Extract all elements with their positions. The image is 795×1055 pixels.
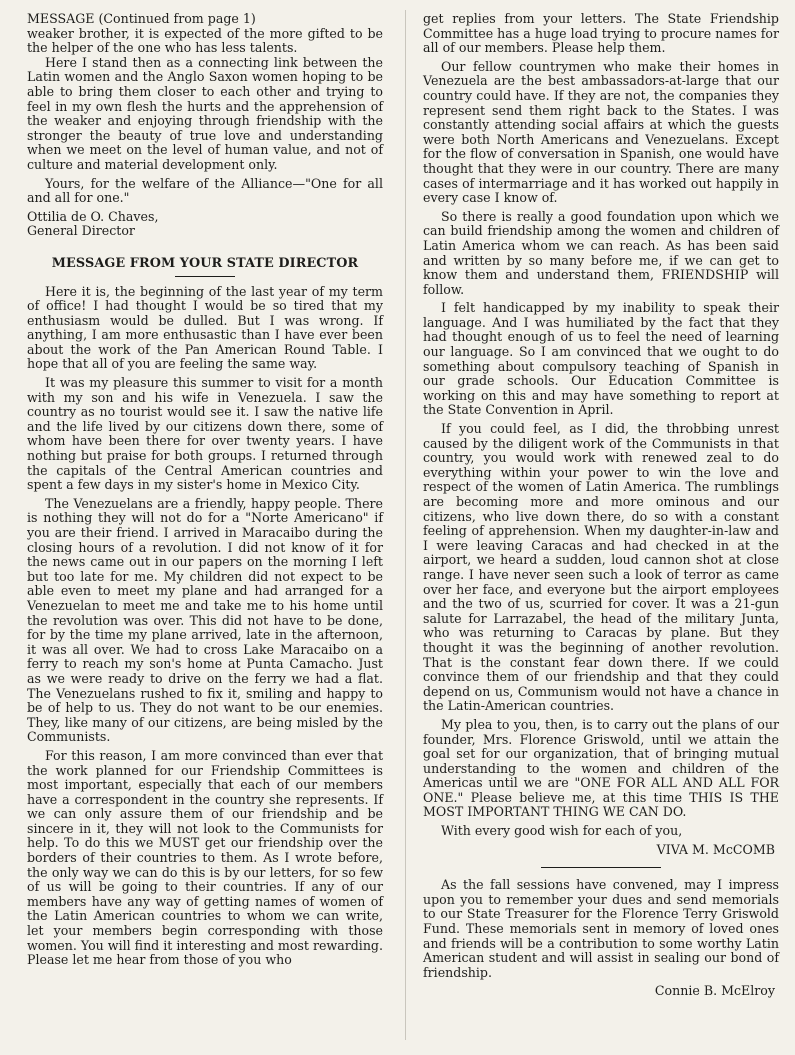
paragraph: So there is really a good foundation upon which we can build friendship among the women and children of Latin America whom we can reach. As has been said and written by so many before me, if we can get to know them and understand them, FRIENDSHIP will follow. [423,208,779,297]
paragraph: It was my pleasure this summer to visit for a month with my son and his wife in Venezuela. I saw the country as no tourist would see it. I saw the native life and the life lived by our citizens down there, some of whom have been there for over twenty years. I have nothing but praise for both groups. I returned through the capitals of the Central American countries and spent a few days in my sister's home in Mexico City. [27,375,383,493]
paragraph: I felt handicapped by my inability to speak their language. And I was humiliated by the fact that they had thought enough of us to feel the need of learning our language. So I am convinced that we ought to do something about compulsory teaching of Spanish in our grade schools. Our Education Committee is working on this and may have something to report at the State Convention in April. [423,300,779,418]
paragraph: If you could feel, as I did, the throbbing unrest caused by the diligent work of the Communists in that country, you would work with renewed zeal to do everything within your power to win the love and respect of the women of Latin America. The rumblings are becoming more and more ominous and our citizens, who live down there, do so with a constant feeling of apprehension. When my daughter-in-law and I were leaving Caracas and had checked in at the airport, we heard a sudden, loud cannon shot at close range. I have never seen such a look of terror as came over her face, and everyone but the airport employees and the two of us, scurried for cover. It was a 21-gun salute for Larrazabel, the head of the military Junta, who was returning to Caracas by plane. But they thought it was the beginning of another revolution. That is the constant fear down there. If we could convince them of our friendship and that they could depend on us, Communism would not have a chance in the Latin-American countries. [423,421,779,714]
paragraph: The Venezuelans are a friendly, happy people. There is nothing they will not do for a "Norte Americano" if you are their friend. I arrived in Maracaibo during the closing hours of a revolution. I did not know of it for the news came out in our papers on the morning I left but too late for me. My children did not expect to be able even to meet my plane and had arranged for a Venezuelan to meet me and take me to his home until the revolution was over. This did not have to be done, for by the time my plane arrived, late in the afternoon, it was all over. We had to cross Lake Maracaibo on a ferry to reach my son's home at Punta Camacho. Just as we were ready to drive on the ferry we had a flat. The Venezuelans rushed to fix it, smiling and happy to be of help to us. They do not want to be our enemies. They, like many of our citizens, are being misled by the Communists. [27,495,383,745]
paragraph: With every good wish for each of you, [441,823,683,839]
paragraph: Our fellow countrymen who make their homes in Venezuela are the best ambassadors-at-large that our country could have. If they are not, the companies they represent send them right back to the States. I was constantly attending social affairs at which the guests were both North Americans and Venezuelans. Except for the flow of conversation in Spanish, one would have thought that they were in our country. There are many cases of intermarriage and it has worked out happily in every case I know of. [423,58,779,206]
signature-name: Ottilia de O. Chaves, [27,208,159,224]
paragraph: Yours, for the welfare of the Alliance—"One for all and all for one." [27,175,383,206]
paragraph: As the fall sessions have convened, may I impress upon you to remember your dues and send memorials to our State Treasurer for the Florence Terry Griswold Fund. These memorials sent in memory of loved ones and friends will be a contribution to some worthy Latin American student and will assist in sealing our bond of friendship. [423,877,779,980]
paragraph: My plea to you, then, is to carry out the plans of our founder, Mrs. Florence Griswold, until we attain the goal set for our organization, that of bringing mutual understanding to the women and children of the Americas until we are "ONE FOR ALL AND ALL FOR ONE." Please believe me, at this time THIS IS THE MOST IMPORTANT THING WE CAN DO. [423,716,779,820]
left-column [27,12,383,968]
signature-title: General Director [27,223,135,239]
right-column [423,12,779,999]
paragraph: get replies from your letters. The State Friendship Committee has a huge load trying to procure names for all of our members. Please help them. [423,11,779,56]
continued-header: MESSAGE (Continued from page 1) [27,11,256,26]
column-divider [405,10,406,1040]
section-heading: MESSAGE FROM YOUR STATE DIRECTOR [51,255,359,271]
section-rule [541,867,661,868]
paragraph: Here it is, the beginning of the last year of my term of office! I had thought I would be so tired that my enthusiasm would be dulled. But I was wrong. If anything, I am more enthusastic than I have ever been about the work of the Pan American Round Table. I hope that all of you are feeling the same way. [27,283,383,372]
signature-name: VIVA M. McCOMB [656,841,775,857]
paragraph: Here I stand then as a connecting link between the Latin women and the Anglo Saxon women hoping to be able to bring them closer to each other and trying to feel in my own flesh the hurts and the apprehension of the weaker and enjoying through friendship with the stronger the beauty of true love and understanding when we meet on the level of human value, and not of culture and material development only. [27,54,383,172]
paragraph: For this reason, I am more convinced than ever that the work planned for our Friendship Committees is most important, especially that each of our members have a correspondent in the country she represents. If we can only assure them of our friendship and be sincere in it, they will not look to the Communists for help. To do this we MUST get our friendship over the borders of their countries to them. As I wrote before, the only way we can do this is by our letters, for so few of us will be going to their countries. If any of our members have any way of getting names of women of the Latin American countries to whom we can write, let your members begin corresponding with those women. You will find it interesting and most rewarding. Please let me hear from those of you who [27,747,383,968]
signature-name: Connie B. McElroy [654,983,775,999]
heading-rule [175,276,235,277]
paragraph: weaker brother, it is expected of the more gifted to be the helper of the one who has less talents. [27,25,383,56]
